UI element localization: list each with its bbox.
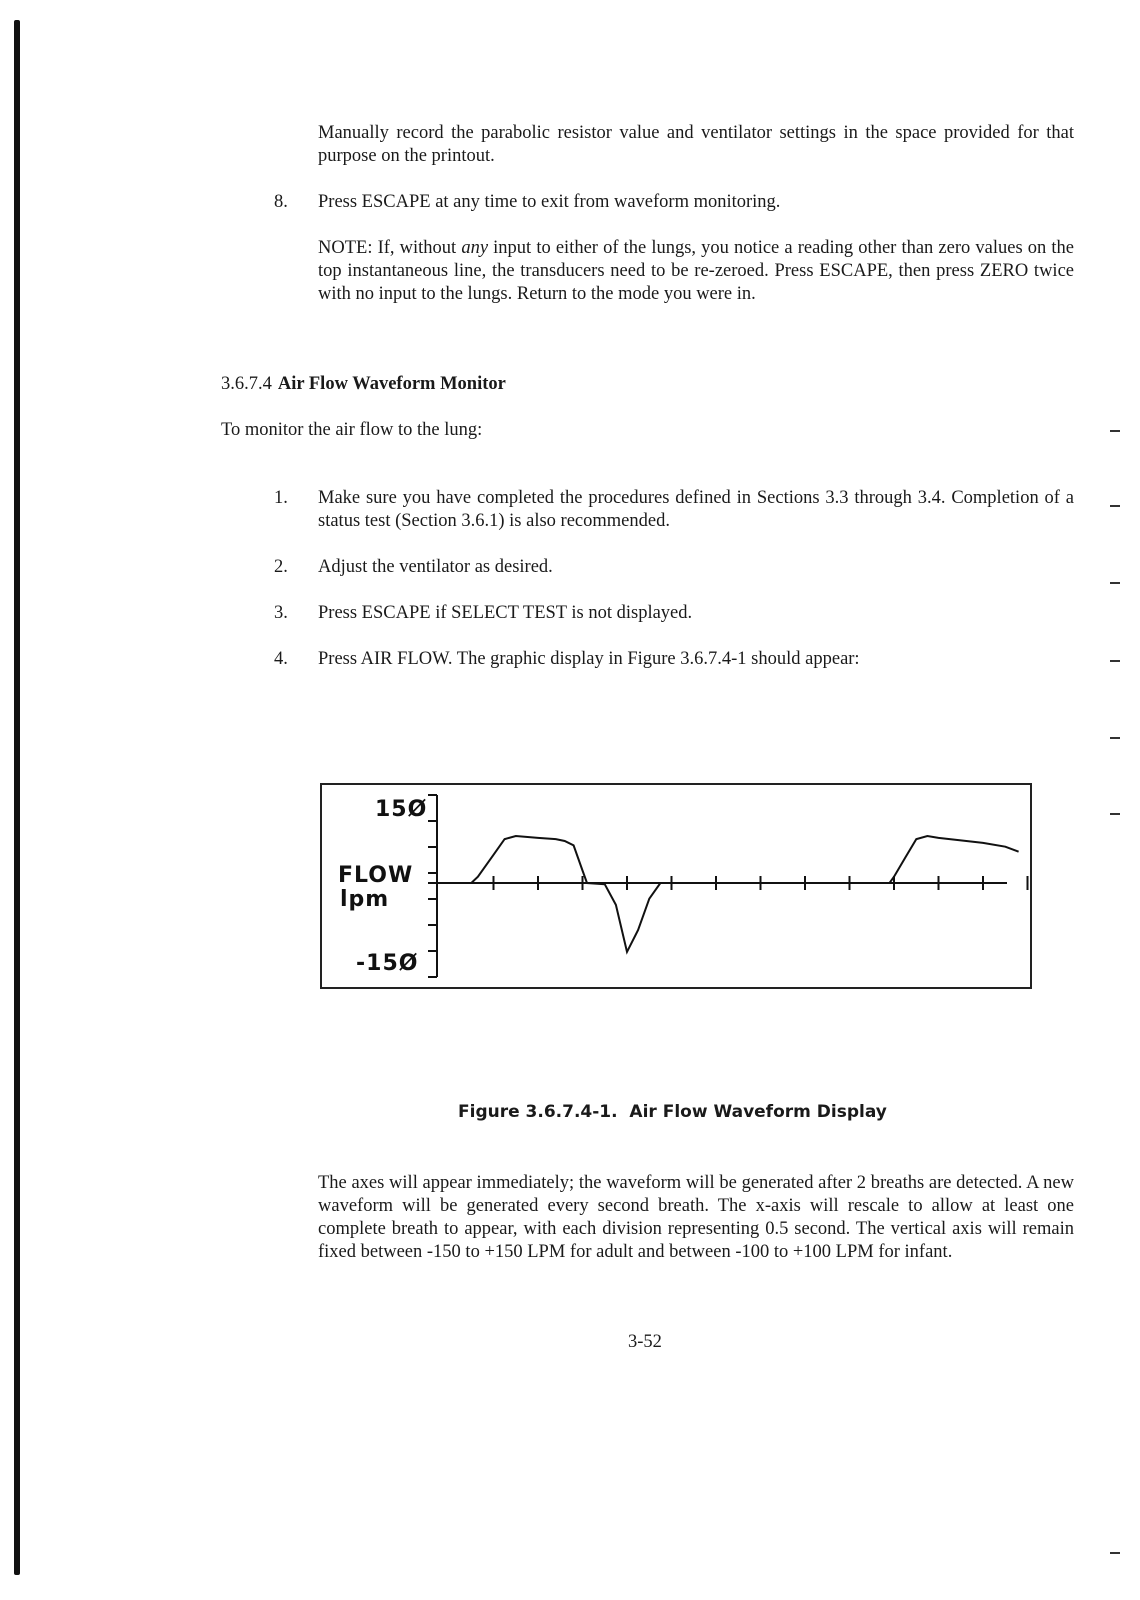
- step-number: 3.: [274, 603, 288, 623]
- section-number: 3.6.7.4: [221, 374, 272, 394]
- edge-mark: [1110, 505, 1120, 507]
- figure-caption: [458, 1102, 887, 1122]
- step-text: Adjust the ventilator as desired.: [318, 557, 553, 577]
- y-tick-label-bottom: -15Ø: [356, 951, 419, 976]
- y-axis-label-line-2: lpm: [340, 887, 390, 912]
- page-number: 3-52: [628, 1332, 662, 1352]
- edge-mark: [1110, 582, 1120, 584]
- note-text-after: input to either of the lungs, you notice a reading other than zero values on the top instantaneous line, the transducers need to be re-zeroed. Press ESCAPE, then press ZERO twice with no input to the lungs. Return to the mode you were in.: [318, 238, 1074, 304]
- step-text: Press ESCAPE if SELECT TEST is not displayed.: [318, 603, 693, 623]
- edge-mark: [1110, 660, 1120, 662]
- step-number: 4.: [274, 649, 288, 669]
- section-heading: [221, 373, 506, 396]
- note-emphasis: any: [461, 238, 489, 258]
- chart-axes: [428, 795, 1028, 977]
- edge-mark: [1110, 737, 1120, 739]
- figure-label: Figure 3.6.7.4-1.: [458, 1102, 618, 1122]
- step-text: Press ESCAPE at any time to exit from waveform monitoring.: [318, 192, 781, 212]
- note-label: NOTE:: [318, 238, 373, 258]
- y-axis-label-line-1: FLOW: [338, 863, 414, 888]
- step-number: 2.: [274, 557, 288, 577]
- airflow-waveform-display: [320, 783, 1032, 989]
- note-text-before: If, without: [372, 238, 462, 258]
- flow-chart: [322, 785, 1030, 987]
- step-number: 1.: [274, 488, 288, 508]
- step-text: Press AIR FLOW. The graphic display in Figure 3.6.7.4-1 should appear:: [318, 649, 860, 669]
- binding-edge: [14, 20, 20, 1575]
- edge-mark: [1110, 813, 1120, 815]
- section-title: Air Flow Waveform Monitor: [277, 374, 506, 394]
- figure-title: Air Flow Waveform Display: [629, 1102, 887, 1122]
- intro-text: To monitor the air flow to the lung:: [221, 420, 483, 440]
- step-number: 8.: [274, 192, 288, 212]
- flow-waveform-line: [449, 836, 1019, 952]
- note-paragraph: [318, 237, 1074, 306]
- step-text: Make sure you have completed the procedures defined in Sections 3.3 through 3.4. Completion of a status test (Section 3.6.1) is also recommended.: [318, 488, 1074, 531]
- top-paragraph: Manually record the parabolic resistor value and ventilator settings in the space provided for that purpose on the printout.: [318, 123, 1074, 166]
- edge-mark: [1110, 1552, 1120, 1554]
- edge-mark: [1110, 430, 1120, 432]
- bottom-paragraph: The axes will appear immediately; the waveform will be generated after 2 breaths are detected. A new waveform will be generated every second breath. The x-axis will rescale to allow at least one complete breath to appear, with each division representing 0.5 second. The vertical axis will remain fixed between -150 to +150 LPM for adult and between -100 to +100 LPM for infant.: [318, 1173, 1074, 1262]
- y-tick-label-top: 15Ø: [375, 797, 428, 822]
